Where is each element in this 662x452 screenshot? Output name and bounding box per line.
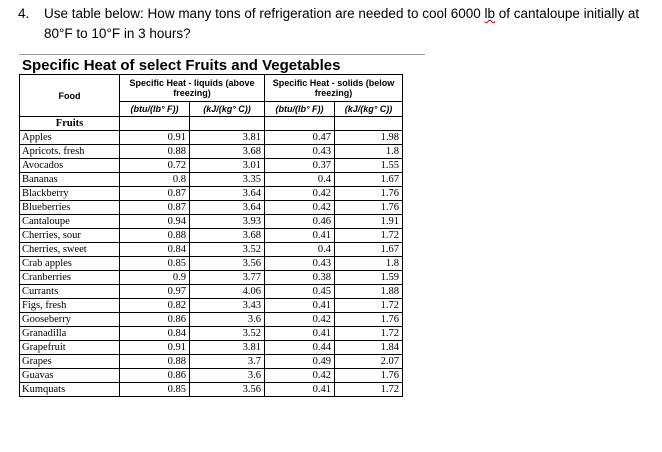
solid-btu-cell: 0.43 — [265, 145, 335, 159]
unit-header: (kJ/(kg° C)) — [335, 102, 403, 117]
liquid-btu-cell: 0.72 — [120, 159, 190, 173]
table-row — [20, 187, 403, 201]
liquid-kj-cell: 3.68 — [190, 145, 265, 159]
table-row — [20, 159, 403, 173]
liquid-btu-cell: 0.88 — [120, 145, 190, 159]
solid-kj-cell: 1.8 — [335, 145, 403, 159]
liquid-btu-cell: 0.84 — [120, 243, 190, 257]
solid-btu-cell: 0.4 — [265, 243, 335, 257]
liquid-btu-cell: 0.87 — [120, 187, 190, 201]
liquid-btu-cell: 0.86 — [120, 313, 190, 327]
unit-header: (kJ/(kg° C)) — [190, 102, 265, 117]
question-number: 4. — [18, 6, 30, 21]
food-name-cell: Avocados — [20, 159, 120, 173]
food-name-cell: Cherries, sweet — [20, 243, 120, 257]
food-name-cell: Blueberries — [20, 201, 120, 215]
solid-kj-cell: 1.72 — [335, 383, 403, 397]
liquid-btu-cell: 0.97 — [120, 285, 190, 299]
liquid-kj-cell: 3.81 — [190, 131, 265, 145]
food-name-cell: Blackberry — [20, 187, 120, 201]
food-name-cell: Currants — [20, 285, 120, 299]
section-blank — [335, 117, 403, 131]
solid-btu-cell: 0.42 — [265, 187, 335, 201]
table-title: Specific Heat of select Fruits and Vegetables — [22, 57, 341, 74]
table-row — [20, 257, 403, 271]
solid-kj-cell: 1.76 — [335, 313, 403, 327]
solid-btu-cell: 0.41 — [265, 229, 335, 243]
solid-group-header: Specific Heat - solids (below freezing) — [265, 75, 403, 102]
solid-kj-cell: 1.88 — [335, 285, 403, 299]
liquid-kj-cell: 3.6 — [190, 369, 265, 383]
solid-btu-cell: 0.43 — [265, 257, 335, 271]
liquid-btu-cell: 0.85 — [120, 257, 190, 271]
liquid-kj-cell: 3.56 — [190, 257, 265, 271]
solid-btu-cell: 0.42 — [265, 201, 335, 215]
table-row — [20, 229, 403, 243]
food-name-cell: Bananas — [20, 173, 120, 187]
food-name-cell: Cherries, sour — [20, 229, 120, 243]
food-name-cell: Guavas — [20, 369, 120, 383]
food-name-cell: Kumquats — [20, 383, 120, 397]
table-row — [20, 383, 403, 397]
solid-kj-cell: 1.76 — [335, 187, 403, 201]
food-name-cell: Cantaloupe — [20, 215, 120, 229]
food-name-cell: Gooseberry — [20, 313, 120, 327]
liquid-btu-cell: 0.88 — [120, 229, 190, 243]
table-row — [20, 131, 403, 145]
liquid-kj-cell: 3.68 — [190, 229, 265, 243]
solid-btu-cell: 0.45 — [265, 285, 335, 299]
solid-btu-cell: 0.41 — [265, 299, 335, 313]
food-name-cell: Apples — [20, 131, 120, 145]
food-name-cell: Cranberries — [20, 271, 120, 285]
liquid-btu-cell: 0.87 — [120, 201, 190, 215]
solid-btu-cell: 0.4 — [265, 173, 335, 187]
table-row — [20, 201, 403, 215]
food-name-cell: Figs, fresh — [20, 299, 120, 313]
liquid-btu-cell: 0.84 — [120, 327, 190, 341]
solid-kj-cell: 1.8 — [335, 257, 403, 271]
table-row — [20, 145, 403, 159]
liquid-kj-cell: 3.81 — [190, 341, 265, 355]
solid-btu-cell: 0.47 — [265, 131, 335, 145]
solid-kj-cell: 1.72 — [335, 327, 403, 341]
solid-kj-cell: 1.55 — [335, 159, 403, 173]
section-blank — [120, 117, 190, 131]
food-header: Food — [20, 75, 120, 117]
table-body — [20, 131, 403, 397]
solid-btu-cell: 0.46 — [265, 215, 335, 229]
solid-btu-cell: 0.42 — [265, 369, 335, 383]
liquid-kj-cell: 3.52 — [190, 243, 265, 257]
solid-btu-cell: 0.41 — [265, 327, 335, 341]
liquid-kj-cell: 3.7 — [190, 355, 265, 369]
section-blank — [190, 117, 265, 131]
liquid-btu-cell: 0.86 — [120, 369, 190, 383]
solid-kj-cell: 1.76 — [335, 369, 403, 383]
liquid-btu-cell: 0.94 — [120, 215, 190, 229]
liquid-kj-cell: 3.64 — [190, 187, 265, 201]
liquid-btu-cell: 0.8 — [120, 173, 190, 187]
food-name-cell: Apricots. fresh — [20, 145, 120, 159]
table-row — [20, 369, 403, 383]
liquid-kj-cell: 4.06 — [190, 285, 265, 299]
table-row — [20, 285, 403, 299]
solid-btu-cell: 0.49 — [265, 355, 335, 369]
solid-kj-cell: 1.67 — [335, 173, 403, 187]
solid-btu-cell: 0.38 — [265, 271, 335, 285]
table-row — [20, 313, 403, 327]
solid-kj-cell: 1.72 — [335, 229, 403, 243]
table-row — [20, 271, 403, 285]
liquid-kj-cell: 3.6 — [190, 313, 265, 327]
liquid-btu-cell: 0.88 — [120, 355, 190, 369]
solid-kj-cell: 1.91 — [335, 215, 403, 229]
table-row — [20, 355, 403, 369]
liquid-kj-cell: 3.77 — [190, 271, 265, 285]
table-row — [20, 215, 403, 229]
liquid-kj-cell: 3.35 — [190, 173, 265, 187]
food-name-cell: Granadilla — [20, 327, 120, 341]
specific-heat-table — [19, 74, 403, 397]
question-line-2: 80°F to 10°F in 3 hours? — [44, 26, 191, 41]
solid-kj-cell: 1.98 — [335, 131, 403, 145]
table-row — [20, 327, 403, 341]
liquid-btu-cell: 0.91 — [120, 131, 190, 145]
solid-btu-cell: 0.41 — [265, 383, 335, 397]
food-name-cell: Grapefruit — [20, 341, 120, 355]
liquid-group-header: Specific Heat - liquids (above freezing) — [120, 75, 265, 102]
solid-btu-cell: 0.44 — [265, 341, 335, 355]
solid-btu-cell: 0.42 — [265, 313, 335, 327]
liquid-kj-cell: 3.52 — [190, 327, 265, 341]
section-blank — [265, 117, 335, 131]
question-text-a: Use table below: How many tons of refrigeration are needed to cool 6000 — [44, 6, 485, 21]
unit-header: (btu/(lb° F)) — [120, 102, 190, 117]
spellcheck-word[interactable]: lb — [484, 6, 496, 21]
liquid-kj-cell: 3.93 — [190, 215, 265, 229]
table-row — [20, 341, 403, 355]
solid-kj-cell: 1.76 — [335, 201, 403, 215]
liquid-btu-cell: 0.91 — [120, 341, 190, 355]
liquid-kj-cell: 3.01 — [190, 159, 265, 173]
solid-kj-cell: 1.59 — [335, 271, 403, 285]
food-name-cell: Grapes — [20, 355, 120, 369]
solid-kj-cell: 1.84 — [335, 341, 403, 355]
liquid-kj-cell: 3.56 — [190, 383, 265, 397]
solid-kj-cell: 2.07 — [335, 355, 403, 369]
liquid-btu-cell: 0.85 — [120, 383, 190, 397]
solid-btu-cell: 0.37 — [265, 159, 335, 173]
question-line-1 — [44, 4, 639, 24]
table-row — [20, 243, 403, 257]
question-text-b: of cantaloupe initially at — [495, 6, 640, 21]
liquid-kj-cell: 3.64 — [190, 201, 265, 215]
liquid-kj-cell: 3.43 — [190, 299, 265, 313]
divider — [19, 54, 425, 55]
liquid-btu-cell: 0.9 — [120, 271, 190, 285]
table-row — [20, 173, 403, 187]
table-row — [20, 299, 403, 313]
solid-kj-cell: 1.72 — [335, 299, 403, 313]
unit-header: (btu/(lb° F)) — [265, 102, 335, 117]
food-name-cell: Crab apples — [20, 257, 120, 271]
liquid-btu-cell: 0.82 — [120, 299, 190, 313]
specific-heat-table-wrapper — [19, 74, 403, 452]
solid-kj-cell: 1.67 — [335, 243, 403, 257]
section-header: Fruits — [20, 117, 120, 131]
